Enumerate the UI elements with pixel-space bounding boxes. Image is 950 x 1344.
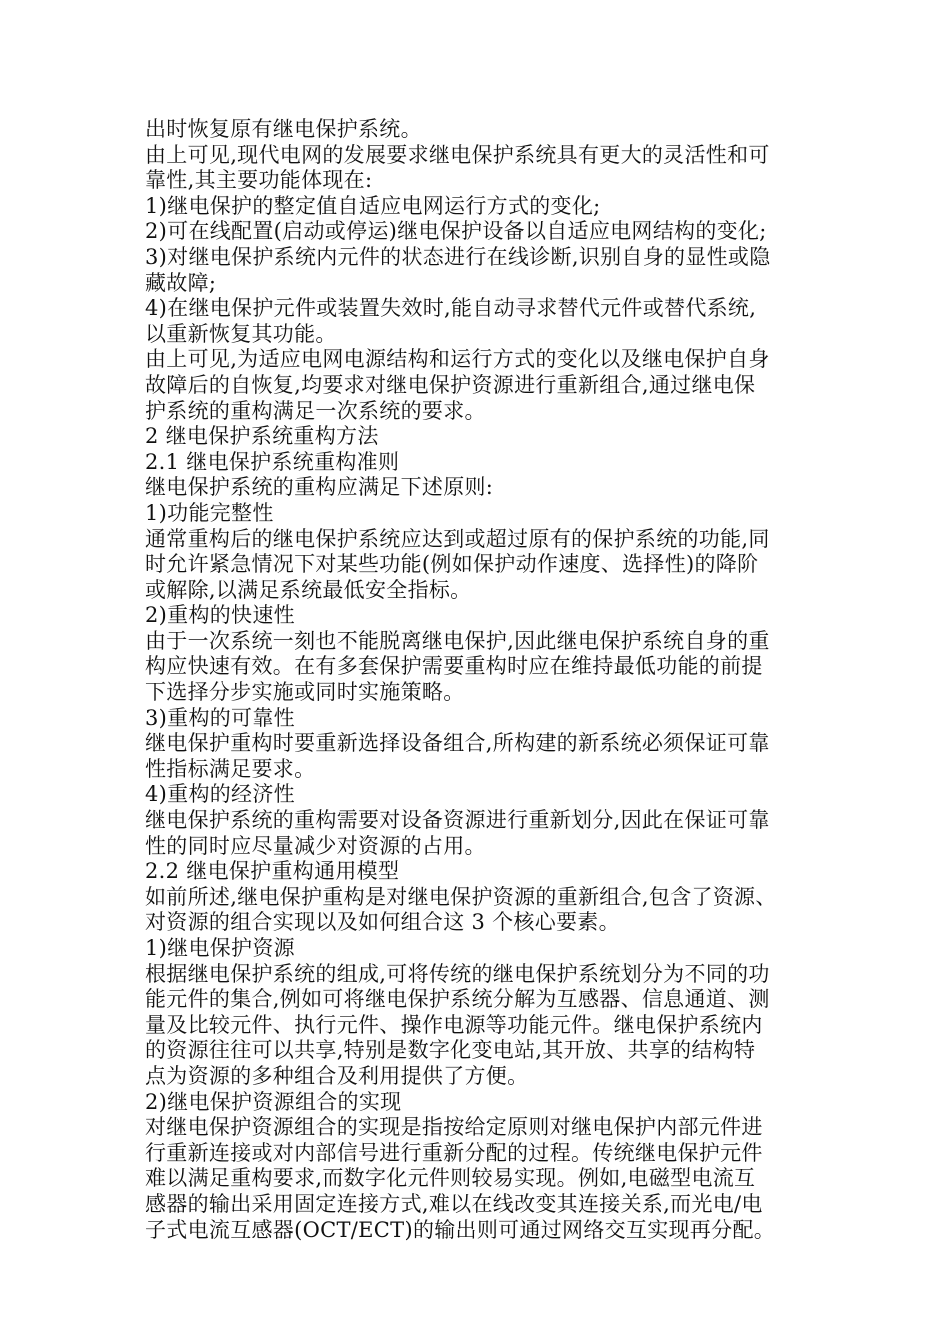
- text-line: 由上可见,为适应电网电源结构和运行方式的变化以及继电保护自身: [145, 347, 770, 372]
- text-line: 继电保护系统的重构需要对设备资源进行重新划分,因此在保证可靠: [145, 808, 770, 833]
- text-line: 2)可在线配置(启动或停运)继电保护设备以自适应电网结构的变化;: [145, 219, 767, 244]
- text-line: 对资源的组合实现以及如何组合这 3 个核心要素。: [145, 910, 620, 935]
- text-line: 对继电保护资源组合的实现是指按给定原则对继电保护内部元件进: [145, 1115, 763, 1140]
- text-line: 3)对继电保护系统内元件的状态进行在线诊断,识别自身的显性或隐: [145, 244, 771, 269]
- text-line: 4)重构的经济性: [145, 782, 295, 807]
- text-line: 感器的输出采用固定连接方式,难以在线改变其连接关系,而光电/电: [145, 1191, 763, 1216]
- text-line: 以重新恢复其功能。: [145, 321, 337, 346]
- text-line: 1)功能完整性: [145, 500, 274, 525]
- text-line: 护系统的重构满足一次系统的要求。: [145, 398, 486, 423]
- text-line: 2.1 继电保护系统重构准则: [145, 449, 400, 474]
- text-line: 或解除,以满足系统最低安全指标。: [145, 577, 472, 602]
- text-line: 故障后的自恢复,均要求对继电保护资源进行重新组合,通过继电保: [145, 372, 756, 397]
- text-line: 4)在继电保护元件或装置失效时,能自动寻求替代元件或替代系统,: [145, 296, 757, 321]
- text-line: 由上可见,现代电网的发展要求继电保护系统具有更大的灵活性和可: [145, 142, 770, 167]
- text-line: 1)继电保护资源: [145, 936, 295, 960]
- text-line: 靠性,其主要功能体现在:: [145, 168, 373, 193]
- text-line: 藏故障;: [145, 270, 217, 295]
- text-line: 性指标满足要求。: [145, 756, 316, 781]
- text-line: 点为资源的多种组合及利用提供了方便。: [145, 1063, 529, 1088]
- text-line: 根据继电保护系统的组成,可将传统的继电保护系统划分为不同的功: [145, 961, 770, 986]
- text-line: 继电保护系统的重构应满足下述原则:: [145, 475, 494, 500]
- text-line: 通常重构后的继电保护系统应达到或超过原有的保护系统的功能,同: [145, 526, 770, 551]
- text-line: 1)继电保护的整定值自适应电网运行方式的变化;: [145, 193, 601, 218]
- text-line: 如前所述,继电保护重构是对继电保护资源的重新组合,包含了资源、: [145, 884, 777, 909]
- text-line: 出时恢复原有继电保护系统。: [145, 117, 422, 141]
- text-line: 的资源往往可以共享,特别是数字化变电站,其开放、共享的结构特: [145, 1038, 756, 1063]
- text-line: 由于一次系统一刻也不能脱离继电保护,因此继电保护系统自身的重: [145, 628, 770, 653]
- text-line: 性的同时应尽量减少对资源的占用。: [145, 833, 486, 858]
- text-line: 2.2 继电保护重构通用模型: [145, 859, 400, 884]
- text-line: 下选择分步实施或同时实施策略。: [145, 680, 465, 705]
- text-line: 子式电流互感器(OCT/ECT)的输出则可通过网络交互实现再分配。: [145, 1217, 776, 1242]
- text-line: 时允许紧急情况下对某些功能(例如保护动作速度、选择性)的降阶: [145, 552, 759, 577]
- text-line: 能元件的集合,例如可将继电保护系统分解为互感器、信息通道、测: [145, 987, 770, 1012]
- text-line: 3)重构的可靠性: [145, 705, 295, 730]
- document-body: [145, 117, 810, 1243]
- text-line: 量及比较元件、执行元件、操作电源等功能元件。继电保护系统内: [145, 1012, 763, 1037]
- text-line: 难以满足重构要求,而数字化元件则较易实现。例如,电磁型电流互: [145, 1166, 756, 1191]
- text-line: 2 继电保护系统重构方法: [145, 424, 379, 449]
- text-line: 行重新连接或对内部信号进行重新分配的过程。传统继电保护元件: [145, 1140, 763, 1165]
- text-line: 2)重构的快速性: [145, 603, 295, 628]
- text-line: 2)继电保护资源组合的实现: [145, 1089, 402, 1114]
- text-line: 继电保护重构时要重新选择设备组合,所构建的新系统必须保证可靠: [145, 731, 770, 756]
- text-line: 构应快速有效。在有多套保护需要重构时应在维持最低功能的前提: [145, 654, 763, 679]
